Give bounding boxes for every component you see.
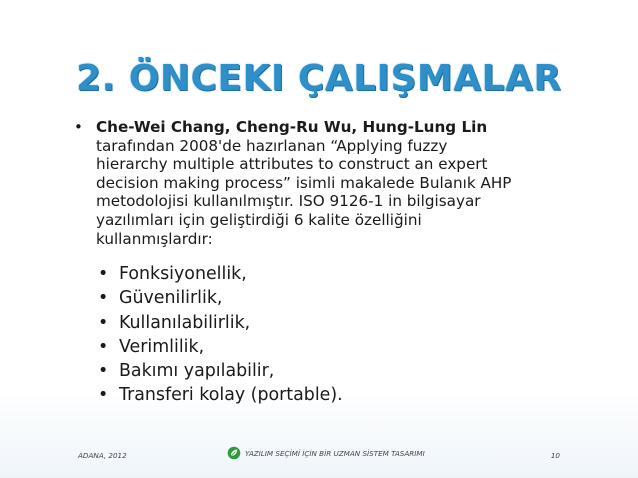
slide-footer: [64, 444, 574, 466]
intro-paragraph: [74, 118, 544, 248]
slide-title: 2. ÖNCEKI ÇALIŞMALAR: [76, 58, 562, 99]
bullet-dot: •: [98, 264, 109, 285]
bullet-dot: •: [98, 336, 109, 357]
bullet-dot: •: [98, 385, 109, 406]
paragraph-line: metodolojisi kullanılmıştır. ISO 9126-1 in bilgisayar: [96, 192, 481, 211]
bullet-dot: •: [98, 312, 109, 333]
paragraph-line: hierarchy multiple attributes to construct an expert: [96, 155, 488, 174]
green-leaf-logo-icon: [227, 446, 241, 460]
slide-body: [74, 118, 544, 407]
authors: Che-Wei Chang, Cheng-Ru Wu, Hung-Lung Lin: [96, 118, 488, 136]
list-item: • Verimlilik,: [98, 335, 544, 359]
paragraph-line: yazılımları için geliştirdiği 6 kalite özelliğini: [96, 210, 422, 229]
footer-title-text: YAZILIM SEÇİMİ İÇİN BİR UZMAN SİSTEM TASARIMI: [245, 448, 425, 458]
quality-attribute-list: [98, 262, 544, 407]
footer-location-date: ADANA, 2012: [78, 451, 127, 460]
bullet-dot: •: [98, 288, 109, 309]
page-number: 10: [550, 451, 560, 460]
bullet-dot: •: [74, 118, 83, 136]
footer-title: [227, 446, 425, 460]
list-item: • Bakımı yapılabilir,: [98, 359, 544, 383]
paragraph-line: decision making process” isimli makalede Bulanık AHP: [96, 173, 512, 192]
paragraph-line: tarafından 2008'de hazırlanan “Applying fuzzy: [96, 136, 448, 155]
list-item: • Kullanılabilirlik,: [98, 311, 544, 335]
bullet-dot: •: [98, 360, 109, 381]
paragraph-line: kullanmışlardır:: [96, 229, 213, 248]
list-item: • Güvenilirlik,: [98, 286, 544, 310]
list-item: • Fonksiyonellik,: [98, 262, 544, 286]
list-item: • Transferi kolay (portable).: [98, 383, 544, 407]
